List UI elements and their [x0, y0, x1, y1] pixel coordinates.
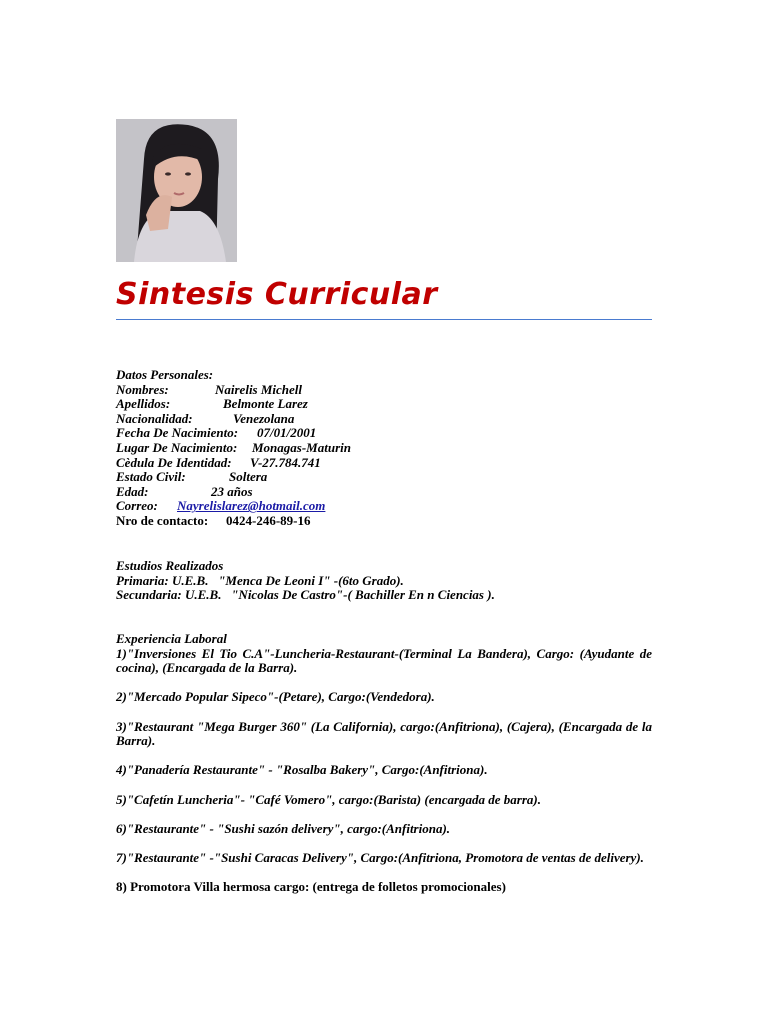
experience-section — [116, 632, 652, 895]
experience-item: 6)"Restaurante" - "Sushi sazón delivery", cargo:(Anfitriona). — [116, 820, 451, 836]
estado-civil-label: Estado Civil: — [116, 469, 186, 485]
cedula-row — [116, 456, 652, 471]
title-divider — [116, 319, 652, 320]
estado-civil-row — [116, 470, 652, 485]
lugar-row — [116, 441, 652, 456]
lugar-value: Monagas-Maturin — [252, 439, 351, 455]
fecha-row — [116, 426, 652, 441]
experience-item: 4)"Panadería Restaurante" - "Rosalba Bakery", Cargo:(Anfitriona). — [116, 762, 488, 778]
email-link[interactable]: Nayrelislarez@hotmail.com — [177, 498, 326, 514]
correo-row — [116, 499, 652, 514]
nacionalidad-value: Venezolana — [233, 410, 295, 426]
edad-row — [116, 485, 652, 500]
primaria-line: Primaria: U.E.B. "Menca De Leoni I" -(6to Grado). — [116, 572, 404, 588]
experience-item: 7)"Restaurante" -"Sushi Caracas Delivery", Cargo:(Anfitriona, Promotora de ventas de delivery). — [116, 849, 644, 865]
nombres-label: Nombres: — [116, 381, 169, 397]
apellidos-value: Belmonte Larez — [223, 396, 308, 412]
cedula-label: Cèdula De Identidad: — [116, 454, 232, 470]
edad-label: Edad: — [116, 483, 149, 499]
contacto-value: 0424-246-89-16 — [226, 512, 311, 528]
contacto-label: Nro de contacto: — [116, 512, 209, 528]
edad-value: 23 años — [211, 483, 253, 499]
secundaria-line: Secundaria: U.E.B. "Nicolas De Castro"-( Bachiller En n Ciencias ). — [116, 587, 495, 603]
experience-item: 5)"Cafetín Luncheria"- "Café Vomero", cargo:(Barista) (encargada de barra). — [116, 791, 541, 807]
page-title: Sintesis Curricular — [116, 277, 438, 312]
experience-item: 8) Promotora Villa hermosa cargo: (entrega de folletos promocionales) — [116, 879, 506, 895]
nombres-value: Nairelis Michell — [215, 381, 303, 397]
experience-item: 3)"Restaurant "Mega Burger 360" (La California), cargo:(Anfitriona), (Cajera), (Encargada de la Barra). — [116, 718, 652, 749]
experience-item: 2)"Mercado Popular Sipeco"-(Petare), Cargo:(Vendedora). — [116, 689, 435, 705]
nacionalidad-label: Nacionalidad: — [116, 410, 193, 426]
nacionalidad-row — [116, 412, 652, 427]
contacto-row — [116, 514, 652, 529]
nombres-row — [116, 383, 652, 398]
cedula-value: V-27.784.741 — [250, 454, 321, 470]
apellidos-row — [116, 397, 652, 412]
education-heading: Estudios Realizados — [116, 558, 224, 573]
experience-item: 1)"Inversiones El Tio C.A"-Luncheria-Restaurant-(Terminal La Bandera), Cargo: (Ayudante de cocina), (Encargada de la Barra). — [116, 645, 652, 676]
personal-data-section — [116, 368, 652, 529]
education-section — [116, 559, 652, 603]
lugar-label: Lugar De Nacimiento: — [116, 439, 238, 455]
estado-civil-value: Soltera — [229, 469, 268, 485]
fecha-label: Fecha De Nacimiento: — [116, 425, 239, 441]
fecha-value: 07/01/2001 — [257, 425, 317, 441]
apellidos-label: Apellidos: — [116, 396, 171, 412]
correo-label: Correo: — [116, 498, 158, 514]
personal-heading: Datos Personales: — [116, 367, 214, 382]
experience-heading: Experiencia Laboral — [116, 631, 227, 646]
profile-photo — [116, 119, 237, 262]
